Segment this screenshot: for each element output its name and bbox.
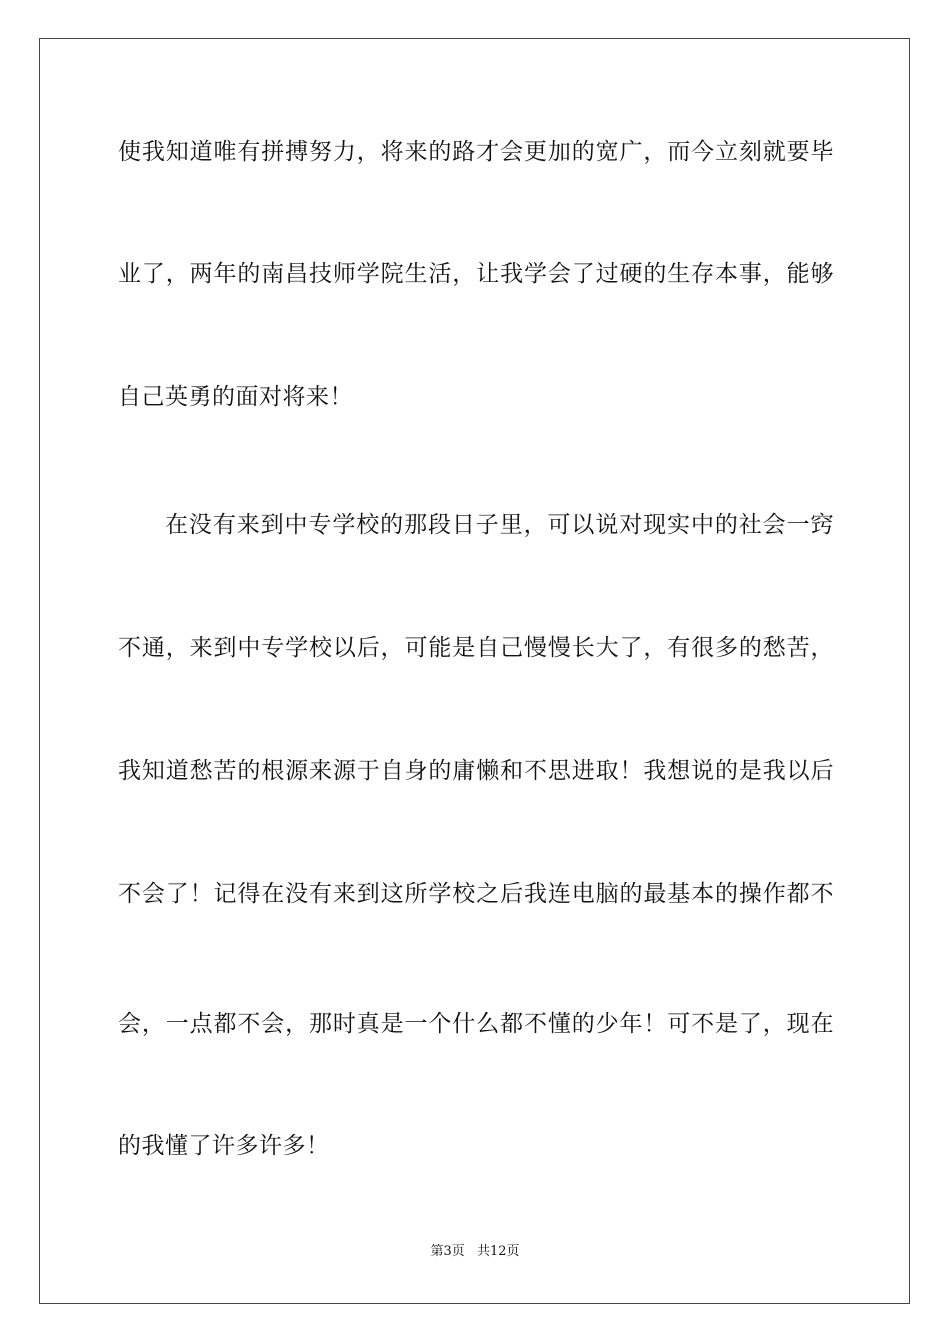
paragraph-1-line-2: 业了，两年的南昌技师学院生活，让我学会了过硬的生存本事，能够 — [118, 261, 834, 287]
paragraph-2-line-6: 的我懂了许多许多！ — [118, 1133, 330, 1159]
paragraph-2-line-3: 我知道愁苦的根源来源于自身的庸懒和不思进取！我想说的是我以后 — [118, 758, 834, 784]
page-border — [39, 38, 910, 1304]
paragraph-2-line-1: 在没有来到中专学校的那段日子里，可以说对现实中的社会一窍 — [165, 512, 834, 538]
paragraph-2-line-5: 会，一点都不会，那时真是一个什么都不懂的少年！可不是了，现在 — [118, 1011, 834, 1037]
paragraph-2-line-2: 不通，来到中专学校以后，可能是自己慢慢长大了，有很多的愁苦， — [118, 635, 834, 661]
paragraph-2-line-4: 不会了！记得在没有来到这所学校之后我连电脑的最基本的操作都不 — [118, 881, 834, 907]
paragraph-1-line-3: 自己英勇的面对将来！ — [118, 384, 353, 410]
page-number: 第3页 — [430, 1244, 465, 1259]
page-footer — [0, 1243, 950, 1261]
paragraph-1-line-1: 使我知道唯有拼搏努力，将来的路才会更加的宽广，而今立刻就要毕 — [118, 139, 834, 165]
page-total: 共12页 — [476, 1244, 520, 1259]
